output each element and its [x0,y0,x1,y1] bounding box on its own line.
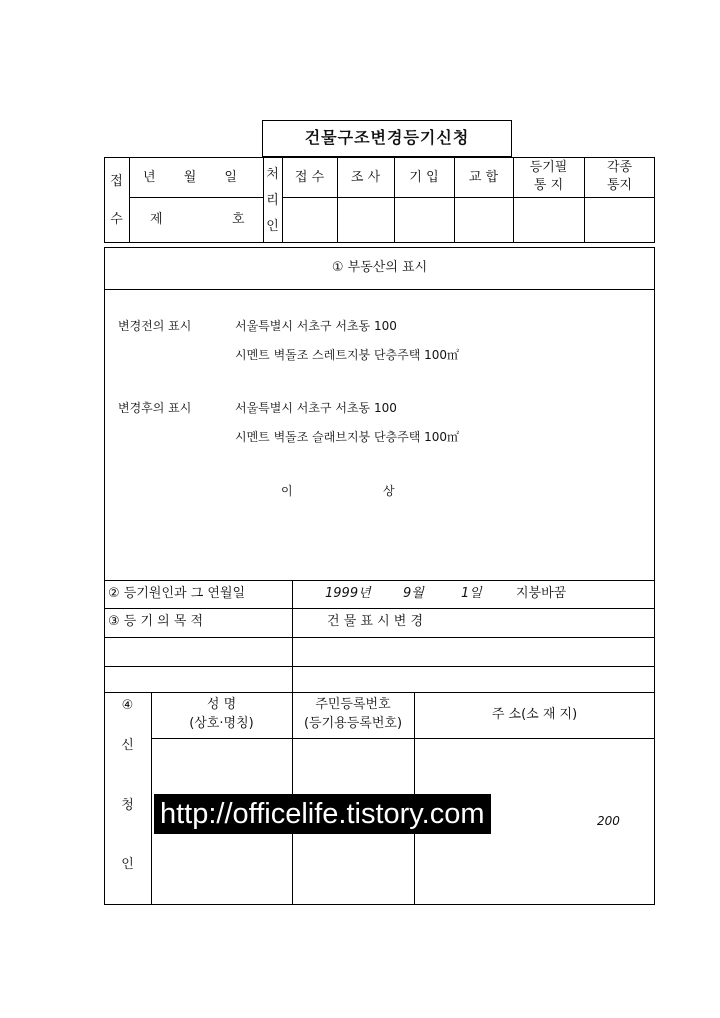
number-label-suffix: 호 [232,212,245,227]
applicant-number: ④ [121,698,134,713]
address-header: 주 소(소 재 지) [491,707,578,722]
processor-label-2: 리 [266,193,279,208]
date-label: 년 월 일 [143,170,249,185]
after-change-line2: 시멘트 벽돌조 슬래브지붕 단층주택 100㎡ [235,430,460,444]
reception-label-2: 수 [110,212,123,227]
column-various-notice-2: 통지 [606,178,633,193]
after-change-line1: 서울특별시 서초구 서초동 100 [235,401,397,415]
after-change-label: 변경후의 표시 [118,401,192,415]
reception-label-1: 접 [110,174,123,189]
column-collation: 교 합 [468,170,499,185]
cause-day: 1일 [461,586,482,601]
column-reception: 접 수 [294,170,325,185]
cause-label: ② 등기원인과 그 연월일 [108,586,246,601]
column-entry: 기 입 [409,170,439,185]
name-header-1: 성 명 [206,697,237,712]
applicant-label-2: 청 [121,798,134,813]
address-fragment: 200 [597,814,620,828]
applicant-label-1: 신 [121,738,134,753]
property-section-header: ① 부동산의 표시 [331,260,428,275]
before-change-label: 변경전의 표시 [118,319,192,333]
column-investigation: 조 사 [350,170,381,185]
before-change-line2: 시멘트 벽돌조 스레트지붕 단층주택 100㎡ [235,348,460,362]
document-title: 건물구조변경등기신청 [304,128,470,147]
column-various-notice-1: 각종 [606,160,633,175]
name-header-2: (상호·명칭) [189,716,254,731]
watermark-banner: http://officelife.tistory.com [154,794,491,834]
end-marker-2: 상 [383,484,395,498]
column-registration-notice-2: 통 지 [533,178,564,193]
processor-label-3: 인 [266,219,279,234]
applicant-label-3: 인 [121,857,134,872]
purpose-label: ③ 등 기 의 목 적 [108,614,204,629]
cause-reason: 지붕바꿈 [516,586,567,601]
id-header-2: (등기용등록번호) [303,716,403,731]
column-registration-notice-1: 등기필 [529,160,568,175]
id-header-1: 주민등록번호 [315,697,391,712]
cause-year: 1999년 [325,586,371,601]
number-label-prefix: 제 [150,212,163,227]
cause-month: 9월 [403,586,424,601]
end-marker-1: 이 [281,484,293,498]
processor-label-1: 처 [266,167,279,182]
purpose-value: 건 물 표 시 변 경 [327,614,424,629]
before-change-line1: 서울특별시 서초구 서초동 100 [235,319,397,333]
